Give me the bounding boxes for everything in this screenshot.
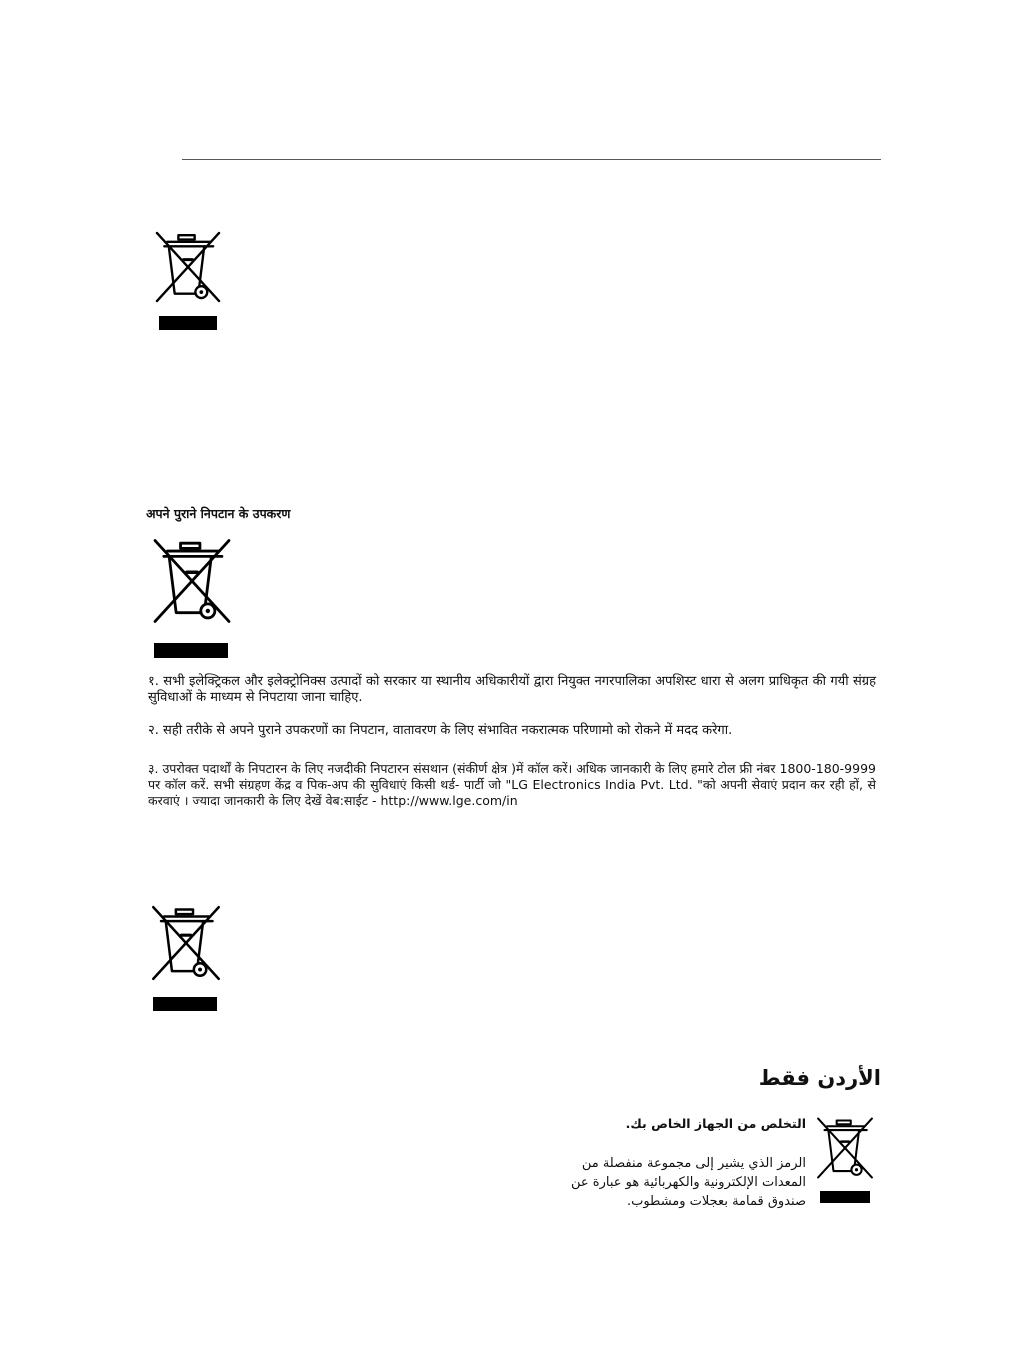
header-divider <box>182 159 881 160</box>
crossed-out-wheeled-bin-icon <box>151 229 225 305</box>
crossed-out-wheeled-bin-icon <box>813 1114 877 1182</box>
hindi-paragraph-2: २. सही तरीके से अपने पुराने उपकरणों का निपटान, वातावरण के लिए संभावित नकरात्मक परिणामो को रोकने में मदद करेगा. <box>148 723 733 738</box>
black-bar-mark <box>153 997 217 1011</box>
black-bar-mark <box>159 316 217 330</box>
crossed-out-wheeled-bin-icon <box>147 903 225 983</box>
arabic-section-title: الأردن فقط <box>758 1066 881 1090</box>
hindi-paragraph-1: १. सभी इलेक्ट्रिकल और इलेक्ट्रोनिक्स उत्पादों को सरकार या स्थानीय अधिकारीयों द्वारा नियुक्त नगरपालिका अपशिस्ट धारा से अलग प्राधिकृत की गयी संग्रह सुविधाओं के माध्यम से निपटाया जाना चाहिए. <box>148 674 876 705</box>
arabic-paragraph: الرمز الذي يشير إلى مجموعة منفصلة من المعدات الإلكترونية والكهربائية هو عبارة عن صندوق قمامة بعجلات ومشطوب. <box>571 1156 806 1209</box>
crossed-out-wheeled-bin-icon <box>148 535 236 627</box>
black-bar-mark <box>820 1191 870 1203</box>
hindi-section-title: अपने पुराने निपटान के उपकरण <box>146 506 291 521</box>
arabic-subtitle: التخلص من الجهاز الخاص بك. <box>625 1116 806 1131</box>
hindi-paragraph-3: ३. उपरोक्त पदार्थों के निपटारन के लिए नजदीकी निपटारन संसथान (संकीर्ण क्षेत्र )में कॉल करें। अधिक जानकारी के लिए हमारे टोल फ्री नंबर 1800-180-9999 पर कॉल करें. सभी संग्रहण केंद्र व पिक-अप की सुविधाएं किसी थर्ड- पार्टी जो "LG Electronics India Pvt. Ltd. "को अपनी सेवाएं प्रदान कर रही हों, से करवाएं । ज्यादा जानकारी के लिए देखें वेब:साईट - http://www.lge.com/in <box>148 761 876 808</box>
black-bar-mark <box>154 643 228 658</box>
